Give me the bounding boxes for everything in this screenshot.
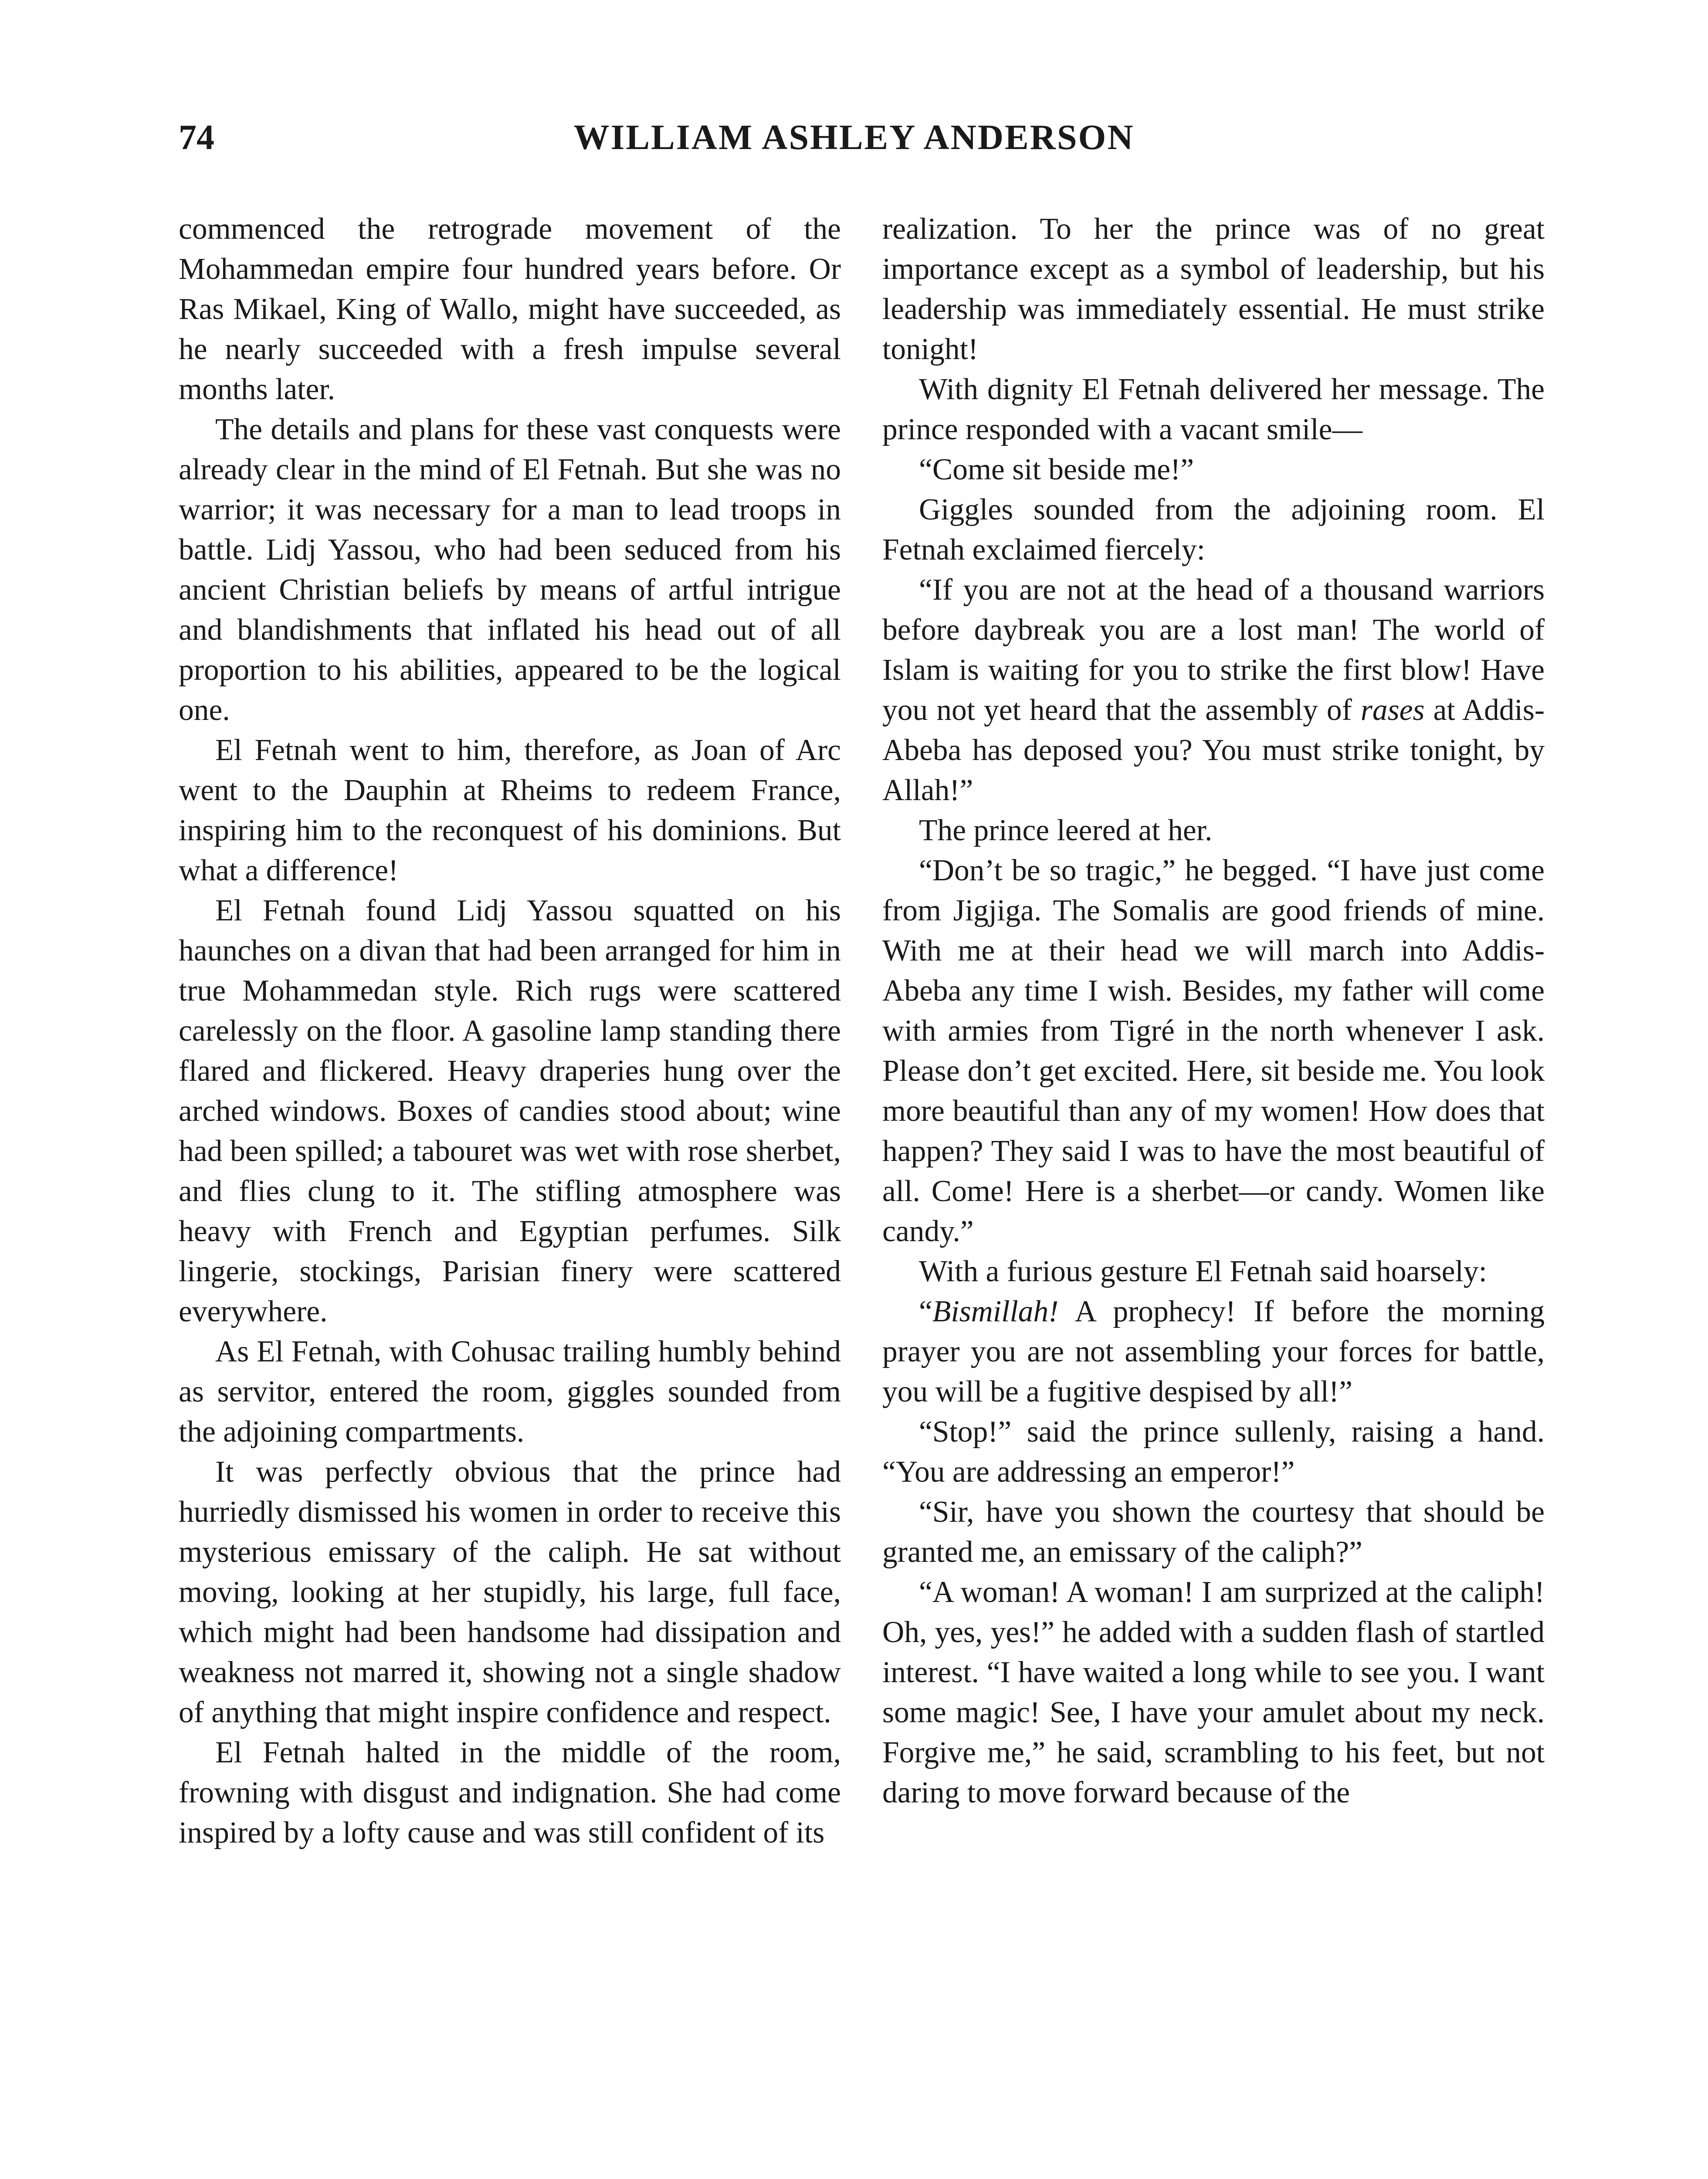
paragraph: The prince leered at her. [919, 814, 1213, 847]
paragraph: commenced the retrograde movement of the Mohammedan empire four hundred years before. Or Ras Mikael, King of Wallo, might have succeeded, as he nearly succeeded with a fresh impulse several months later. [179, 212, 841, 406]
paragraph: “A woman! A woman! I am surprized at the caliph! Oh, yes, yes!” he added with a sudden flash of startled interest. “I have waited a long while to see you. I want some magic! See, I have your amulet about my neck. Forgive me,” he said, scrambling to his feet, but not daring to move forward because of the [882, 1575, 1545, 1809]
paragraph: “If you are not at the head of a thousand warriors before daybreak you are a lost man! The world of Islam is waiting for you to strike the first blow! Have you not yet heard that the assembly of rases at Addis-Abeba has deposed you? You must strike tonight, by Allah!” [882, 573, 1545, 807]
paragraph: “Sir, have you shown the courtesy that should be granted me, an emissary of the caliph?” [882, 1495, 1545, 1569]
page-header [0, 111, 1708, 163]
paragraph: With dignity El Fetnah delivered her message. The prince responded with a vacant smile— [882, 373, 1545, 446]
paragraph: With a furious gesture El Fetnah said hoarsely: [919, 1255, 1487, 1288]
paragraph: It was perfectly obvious that the prince had hurriedly dismissed his women in order to receive this mysterious emissary of the caliph. He sat without moving, looking at her stupidly, his large, full face, which might had been handsome had dissipation and weakness not marred it, showing not a single shadow of anything that might inspire confidence and respect. [179, 1455, 841, 1729]
paragraph: realization. To her the prince was of no great importance except as a symbol of leadership, but his leadership was immediately essential. He must strike tonight! [882, 212, 1545, 366]
text-column-left [179, 209, 841, 2179]
paragraph: El Fetnah went to him, therefore, as Joan of Arc went to the Dauphin at Rheims to redeem France, inspiring him to the reconquest of his dominions. But what a difference! [179, 733, 841, 887]
paragraph: “Bismillah! A prophecy! If before the morning prayer you are not assembling your forces for battle, you will be a fugitive despised by all!” [882, 1295, 1545, 1409]
paragraph: Giggles sounded from the adjoining room. El Fetnah exclaimed fiercely: [882, 493, 1545, 567]
paragraph: The details and plans for these vast conquests were already clear in the mind of El Fetnah. But she was no warrior; it was necessary for a man to lead troops in battle. Lidj Yassou, who had been seduced from his ancient Christian beliefs by means of artful intrigue and blandishments that inflated his head out of all proportion to his abilities, appeared to be the logical one. [179, 413, 841, 727]
paragraph: El Fetnah halted in the middle of the room, frowning with disgust and indignation. She had come inspired by a lofty cause and was still confident of its [179, 1736, 841, 1850]
page-number: 74 [179, 117, 214, 157]
paragraph: “Come sit beside me!” [919, 453, 1194, 486]
text-column-right [882, 209, 1545, 2179]
paragraph: “Stop!” said the prince sullenly, raising a hand. “You are addressing an emperor!” [882, 1415, 1545, 1489]
running-head: WILLIAM ASHLEY ANDERSON [573, 117, 1135, 157]
paragraph: As El Fetnah, with Cohusac trailing humbly behind as servitor, entered the room, giggles sounded from the adjoining compartments. [179, 1335, 841, 1449]
paragraph: “Don’t be so tragic,” he begged. “I have just come from Jigjiga. The Somalis are good friends of mine. With me at their head we will march into Addis-Abeba any time I wish. Besides, my father will come with armies from Tigré in the north whenever I ask. Please don’t get excited. Here, sit beside me. You look more beautiful than any of my women! How does that happen? They said I was to have the most beautiful of all. Come! Here is a sherbet—or candy. Women like candy.” [882, 854, 1545, 1248]
paragraph: El Fetnah found Lidj Yassou squatted on his haunches on a divan that had been arranged for him in true Mohammedan style. Rich rugs were scattered carelessly on the floor. A gasoline lamp standing there flared and flickered. Heavy draperies hung over the arched windows. Boxes of candies stood about; wine had been spilled; a tabouret was wet with rose sherbet, and flies clung to it. The stifling atmosphere was heavy with French and Egyptian perfumes. Silk lingerie, stockings, Parisian finery were scattered everywhere. [179, 894, 841, 1328]
